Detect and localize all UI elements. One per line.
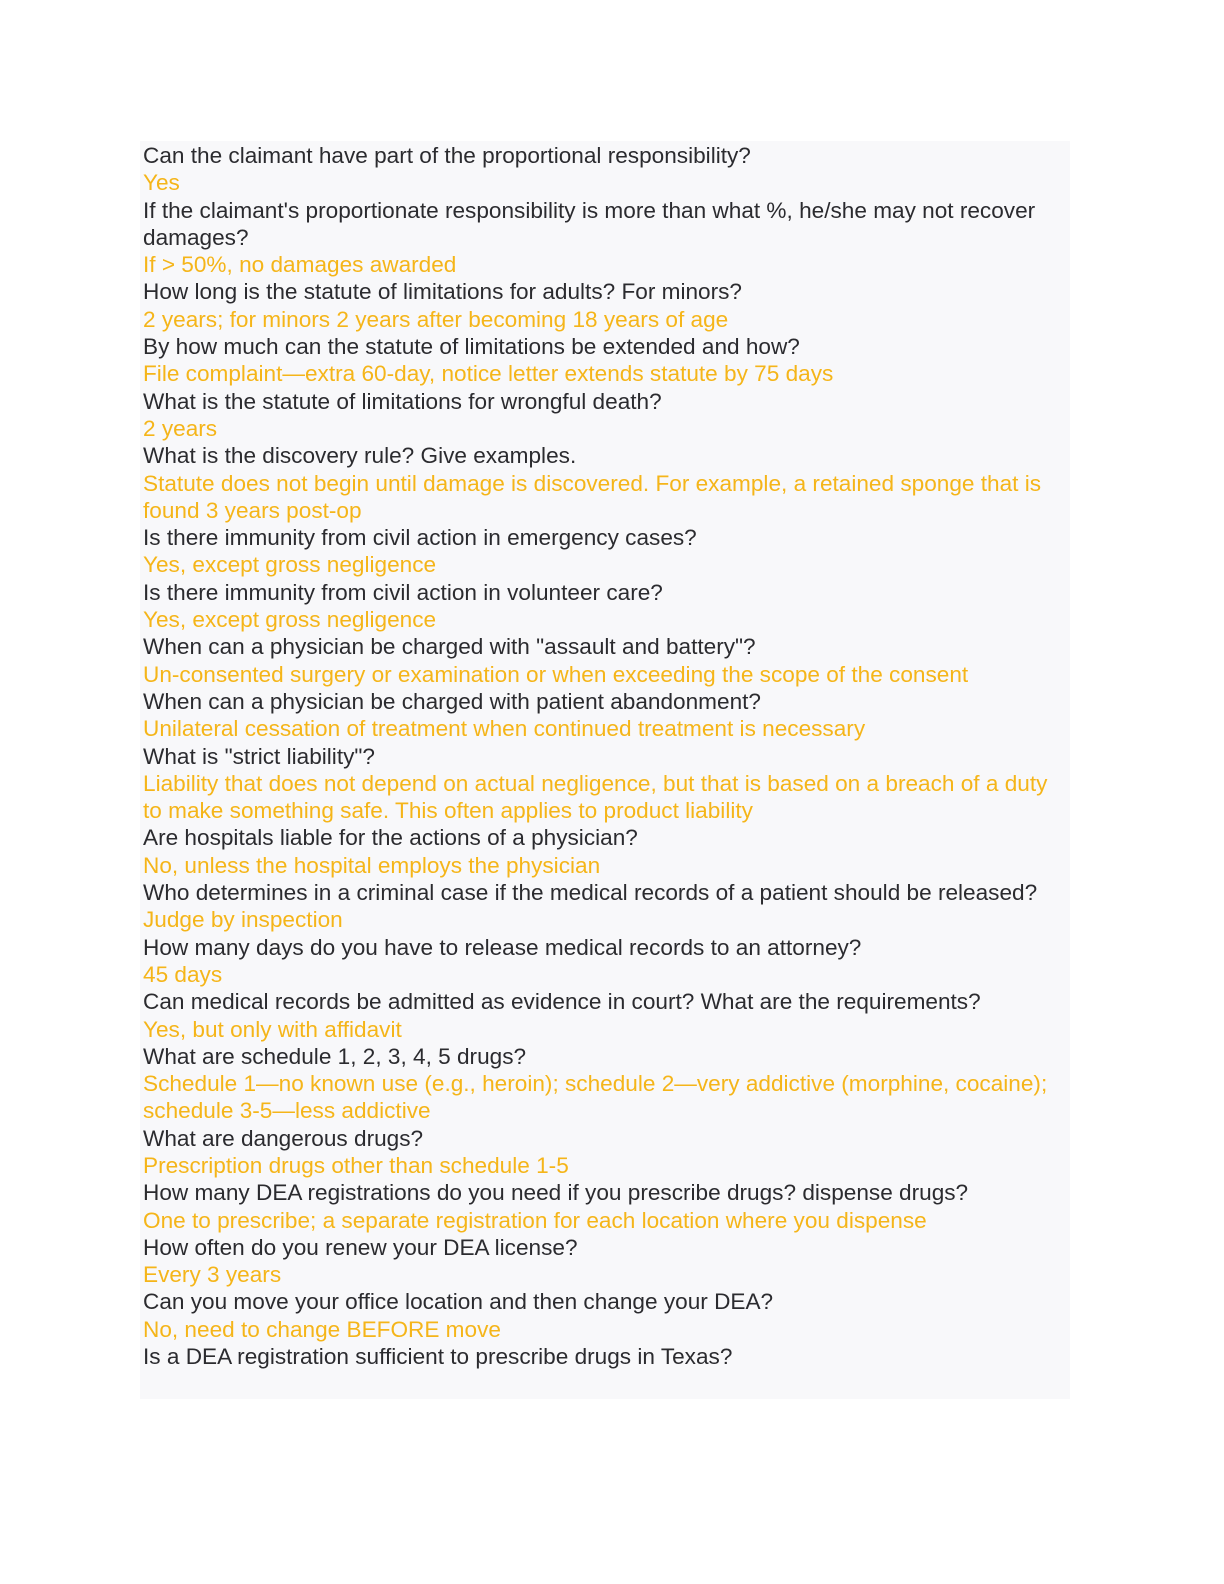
qa-item (143, 524, 1067, 579)
answer-text: Yes (143, 170, 180, 196)
answer-text: 45 days (143, 961, 223, 987)
question-text: How many days do you have to release medical records to an attorney? (143, 934, 862, 960)
qa-item (143, 1179, 1067, 1234)
answer-text: If > 50%, no damages awarded (143, 252, 457, 278)
qa-item (143, 988, 1067, 1043)
answer-text: 2 years (143, 415, 218, 441)
question-text: How many DEA registrations do you need if you prescribe drugs? dispense drugs? (143, 1180, 969, 1206)
qa-item (143, 688, 1067, 743)
qa-list (143, 142, 1067, 1370)
question-text: By how much can the statute of limitations be extended and how? (143, 334, 800, 360)
question-text: What is the statute of limitations for wrongful death? (143, 388, 662, 414)
qa-item (143, 743, 1067, 825)
question-text: Is a DEA registration sufficient to prescribe drugs in Texas? (143, 1344, 733, 1370)
qa-item (143, 1043, 1067, 1125)
qa-item (143, 333, 1067, 388)
qa-item (143, 442, 1067, 524)
qa-item (143, 824, 1067, 879)
question-text: How often do you renew your DEA license? (143, 1234, 578, 1260)
qa-item (143, 197, 1067, 279)
question-text: Is there immunity from civil action in emergency cases? (143, 525, 697, 551)
qa-item (143, 879, 1067, 934)
question-text: How long is the statute of limitations for adults? For minors? (143, 279, 742, 305)
answer-text: 2 years; for minors 2 years after becoming 18 years of age (143, 306, 729, 332)
answer-text: Un-consented surgery or examination or when exceeding the scope of the consent (143, 661, 969, 687)
answer-text: One to prescribe; a separate registration for each location where you dispense (143, 1207, 927, 1233)
question-text: What is "strict liability"? (143, 743, 375, 769)
qa-item (143, 1125, 1067, 1180)
answer-text: Yes, but only with affidavit (143, 1016, 402, 1042)
question-text: What are schedule 1, 2, 3, 4, 5 drugs? (143, 1043, 527, 1069)
qa-item (143, 1234, 1067, 1289)
answer-text: No, need to change BEFORE move (143, 1316, 501, 1342)
question-text: When can a physician be charged with patient abandonment? (143, 688, 761, 714)
question-text: Are hospitals liable for the actions of a physician? (143, 825, 638, 851)
qa-item (143, 1288, 1067, 1343)
qa-item (143, 388, 1067, 443)
qa-item (143, 1343, 1067, 1370)
answer-text: Judge by inspection (143, 907, 343, 933)
answer-text: Schedule 1—no known use (e.g., heroin); schedule 2—very addictive (morphine, cocaine); schedule 3-5—less addictive (143, 1071, 1048, 1124)
question-text: What are dangerous drugs? (143, 1125, 424, 1151)
answer-text: File complaint—extra 60-day, notice letter extends statute by 75 days (143, 361, 834, 387)
qa-item (143, 142, 1067, 197)
question-text: If the claimant's proportionate responsibility is more than what %, he/she may not recover damages? (143, 197, 1036, 250)
question-text: Can you move your office location and then change your DEA? (143, 1289, 774, 1315)
answer-text: No, unless the hospital employs the physician (143, 852, 601, 878)
question-text: Can the claimant have part of the proportional responsibility? (143, 143, 751, 168)
answer-text: Yes, except gross negligence (143, 607, 437, 633)
qa-item (143, 934, 1067, 989)
qa-item (143, 633, 1067, 688)
answer-text: Yes, except gross negligence (143, 552, 437, 578)
question-text: Is there immunity from civil action in volunteer care? (143, 579, 663, 605)
question-text: Who determines in a criminal case if the medical records of a patient should be released? (143, 880, 1038, 906)
question-text: Can medical records be admitted as evidence in court? What are the requirements? (143, 989, 981, 1015)
qa-item (143, 278, 1067, 333)
answer-text: Liability that does not depend on actual negligence, but that is based on a breach of a duty to make something safe. This often applies to product liability (143, 770, 1048, 824)
answer-text: Unilateral cessation of treatment when continued treatment is necessary (143, 716, 866, 742)
answer-text: Statute does not begin until damage is discovered. For example, a retained sponge that is found 3 years post-op (143, 470, 1042, 523)
question-text: When can a physician be charged with "assault and battery"? (143, 634, 756, 660)
answer-text: Every 3 years (143, 1262, 282, 1288)
question-text: What is the discovery rule? Give examples. (143, 443, 577, 469)
qa-item (143, 579, 1067, 634)
answer-text: Prescription drugs other than schedule 1-5 (143, 1152, 569, 1178)
